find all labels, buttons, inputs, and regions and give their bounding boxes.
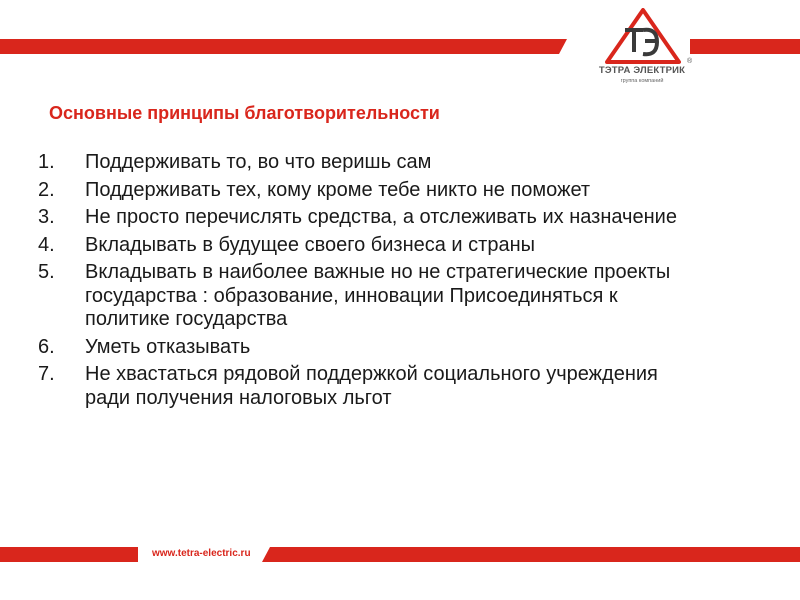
list-item-text: Вкладывать в будущее своего бизнеса и страны xyxy=(85,233,535,256)
list-item xyxy=(38,151,758,175)
principles-list xyxy=(38,151,758,414)
list-item xyxy=(38,363,705,410)
list-item-number: 6. xyxy=(38,335,55,358)
list-item-text: Поддерживать то, во что веришь сам xyxy=(85,151,432,173)
bottom-accent-bar-cut xyxy=(262,547,270,562)
list-item-text: Не хвастаться рядовой поддержкой социального учреждения ради получения налоговых льгот xyxy=(85,363,658,409)
list-item-text: Уметь отказывать xyxy=(85,335,251,358)
company-logo xyxy=(590,8,700,88)
list-item-number: 1. xyxy=(38,151,55,173)
top-accent-bar xyxy=(0,39,559,54)
list-item-number: 4. xyxy=(38,233,55,256)
bottom-accent-bar-right xyxy=(270,547,800,562)
list-item-text: Не просто перечислять средства, а отслеживать их назначение xyxy=(85,206,677,228)
logo-subtitle: группа компаний xyxy=(620,78,664,84)
list-item-number: 2. xyxy=(38,178,55,201)
list-item xyxy=(38,261,705,332)
list-item-number: 7. xyxy=(38,363,55,385)
logo-registered-mark: ® xyxy=(687,58,693,65)
top-accent-bar-cut xyxy=(559,39,567,54)
list-item-text: Вкладывать в наиболее важные но не стратегические проекты государства : образование, инновации Присоединяться к политике государства xyxy=(85,261,671,330)
list-item xyxy=(38,234,758,258)
list-item xyxy=(38,206,705,230)
list-item-number: 5. xyxy=(38,261,55,283)
slide-title: Основные принципы благотворительности xyxy=(49,103,440,123)
list-item-text: Поддерживать тех, кому кроме тебе никто не поможет xyxy=(85,178,591,201)
list-item-number: 3. xyxy=(38,206,55,228)
list-item xyxy=(38,336,758,360)
logo-company-name: ТЭТРА ЭЛЕКТРИК xyxy=(598,65,686,76)
top-accent-bar-right xyxy=(690,39,800,54)
bottom-accent-bar-left xyxy=(0,547,138,562)
website-link[interactable]: www.tetra-electric.ru xyxy=(152,548,251,559)
list-item xyxy=(38,179,758,203)
logo-mark-icon xyxy=(605,8,681,64)
